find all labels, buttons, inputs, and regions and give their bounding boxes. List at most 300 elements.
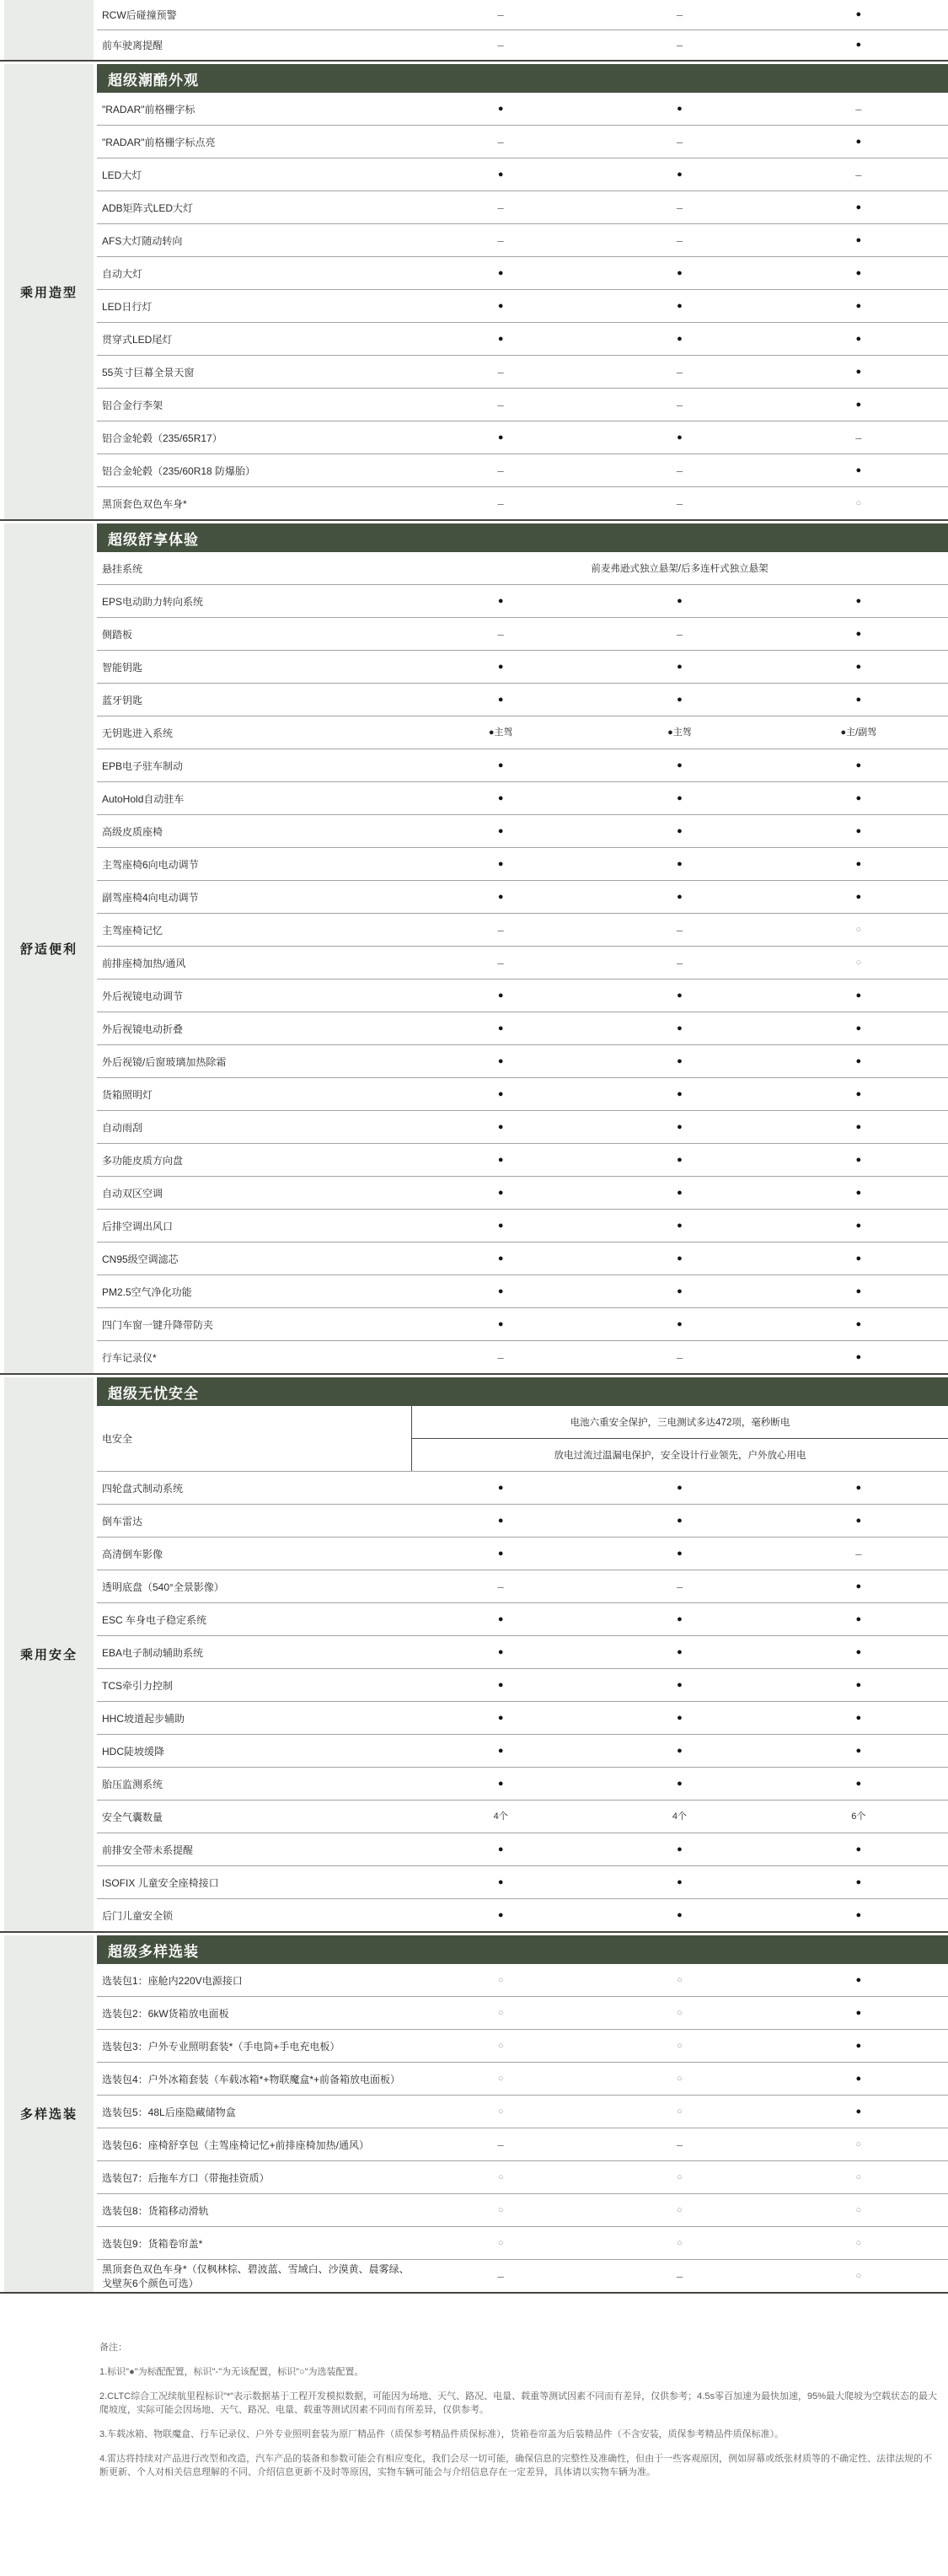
value-columns bbox=[411, 2030, 948, 2062]
value-columns bbox=[411, 979, 948, 1012]
standard-dot-icon: ● bbox=[677, 1482, 683, 1493]
standard-dot-icon: ● bbox=[855, 1646, 862, 1657]
feature-name: 行车记录仪* bbox=[102, 1351, 157, 1364]
spec-row bbox=[97, 651, 948, 684]
feature-value-cell bbox=[411, 585, 590, 617]
feature-name: "RADAR"前格栅字标点亮 bbox=[102, 136, 216, 148]
standard-dot-icon: ● bbox=[677, 1318, 683, 1329]
standard-dot-icon: ● bbox=[677, 694, 683, 705]
spec-row bbox=[97, 126, 948, 158]
not-available-dash-icon: – bbox=[676, 8, 683, 21]
spec-row bbox=[97, 356, 948, 389]
feature-name: 铝合金轮毂（235/65R17） bbox=[102, 432, 222, 444]
spec-row bbox=[97, 1341, 948, 1373]
optional-circle-icon: ○ bbox=[677, 2040, 683, 2051]
spec-row bbox=[97, 2194, 948, 2227]
standard-dot-icon: ● bbox=[855, 1778, 862, 1789]
spec-row bbox=[97, 1505, 948, 1538]
spec-row bbox=[97, 1111, 948, 1144]
feature-name: 55英寸巨幕全景天窗 bbox=[102, 366, 195, 378]
feature-value-cell bbox=[590, 1308, 769, 1340]
spec-row bbox=[97, 1702, 948, 1735]
standard-dot-icon: ● bbox=[677, 1187, 683, 1198]
feature-name: 无钥匙进入系统 bbox=[102, 727, 174, 739]
optional-circle-icon: ○ bbox=[677, 2073, 683, 2084]
footnote: 1.标识"●"为标配配置，标识"-"为无该配置，标识"○"为选装配置。 bbox=[99, 2366, 364, 2377]
split-value: 放电过流过温漏电保护，安全设计行业领先，户外放心用电 bbox=[554, 1451, 806, 1461]
feature-value-cell bbox=[769, 2096, 948, 2128]
standard-dot-icon: ● bbox=[677, 1548, 683, 1559]
standard-dot-icon: ● bbox=[677, 1121, 683, 1132]
feature-value-cell bbox=[411, 914, 590, 946]
feature-value-cell bbox=[769, 848, 948, 880]
feature-name: 主驾座椅6向电动调节 bbox=[102, 858, 199, 871]
standard-dot-icon: ● bbox=[855, 1876, 862, 1887]
category-sidebar bbox=[4, 523, 94, 1373]
spec-row bbox=[97, 1964, 948, 1997]
not-available-dash-icon: – bbox=[497, 233, 504, 247]
standard-dot-icon: ● bbox=[677, 1022, 683, 1033]
feature-value-cell bbox=[769, 651, 948, 683]
value-columns bbox=[411, 2096, 948, 2128]
standard-dot-icon: ● bbox=[497, 1220, 504, 1231]
feature-value-cell bbox=[769, 1833, 948, 1865]
feature-value-cell bbox=[769, 356, 948, 388]
feature-value-cell bbox=[769, 1144, 948, 1176]
standard-dot-icon: ● bbox=[855, 891, 862, 902]
not-available-dash-icon: – bbox=[497, 627, 504, 641]
spec-row bbox=[97, 1997, 948, 2030]
feature-name: "RADAR"前格栅字标 bbox=[102, 103, 195, 115]
standard-dot-icon: ● bbox=[677, 661, 683, 672]
standard-dot-icon: ● bbox=[677, 1613, 683, 1624]
spec-row bbox=[97, 1899, 948, 1931]
category-label: 乘用造型 bbox=[19, 285, 78, 300]
feature-value-cell bbox=[411, 1308, 590, 1340]
feature-value-cell bbox=[411, 881, 590, 913]
feature-value-cell bbox=[769, 947, 948, 979]
standard-dot-icon: ● bbox=[677, 1220, 683, 1231]
feature-name: 黑顶套色双色车身*（仅枫林棕、碧波蓝、雪域白、沙漠黄、晨雾绿、戈壁灰6个颜色可选） bbox=[102, 2263, 410, 2289]
feature-value-cell bbox=[590, 914, 769, 946]
standard-dot-icon: ● bbox=[677, 1088, 683, 1099]
standard-dot-icon: ● bbox=[677, 1679, 683, 1690]
feature-value-cell bbox=[769, 716, 948, 749]
feature-value-cell bbox=[769, 191, 948, 223]
spec-row bbox=[97, 30, 948, 60]
standard-dot-icon: ● bbox=[855, 1909, 862, 1920]
spec-row bbox=[97, 947, 948, 979]
standard-dot-icon: ● bbox=[855, 1253, 862, 1264]
feature-name: EPS电动助力转向系统 bbox=[102, 595, 204, 608]
feature-name: RCW后碰撞预警 bbox=[102, 9, 177, 21]
standard-dot-icon: ● bbox=[855, 1580, 862, 1591]
spec-row bbox=[97, 1472, 948, 1505]
not-available-dash-icon: – bbox=[676, 1580, 683, 1593]
value-columns bbox=[411, 30, 948, 60]
feature-value-cell bbox=[590, 1603, 769, 1635]
not-available-dash-icon: – bbox=[855, 431, 862, 444]
feature-name: 外后视镜/后窗玻璃加热除霜 bbox=[102, 1055, 227, 1068]
feature-name: 前排安全带未系提醒 bbox=[102, 1843, 194, 1856]
spec-row bbox=[97, 323, 948, 356]
feature-name: AFS大灯随动转向 bbox=[102, 234, 183, 247]
feature-value-cell bbox=[590, 749, 769, 781]
standard-dot-icon: ● bbox=[497, 169, 504, 180]
feature-value-cell bbox=[411, 1801, 590, 1833]
feature-value-cell bbox=[411, 93, 590, 125]
feature-name: 主驾座椅记忆 bbox=[102, 924, 163, 936]
feature-value-cell bbox=[411, 2194, 590, 2226]
feature-name: EBA电子制动辅助系统 bbox=[102, 1646, 204, 1659]
feature-name: EPB电子驻车制动 bbox=[102, 759, 184, 772]
not-available-dash-icon: – bbox=[497, 496, 504, 510]
section-rows bbox=[97, 1935, 948, 2292]
feature-value-cell bbox=[769, 585, 948, 617]
standard-dot-icon: ● bbox=[497, 333, 504, 344]
feature-value-cell bbox=[590, 2063, 769, 2095]
spec-row bbox=[97, 2096, 948, 2128]
feature-value-cell bbox=[590, 0, 769, 30]
standard-dot-icon: ● bbox=[855, 2007, 862, 2018]
value-columns bbox=[411, 1078, 948, 1110]
value-columns bbox=[411, 158, 948, 191]
value-columns bbox=[411, 1997, 948, 2029]
standard-dot-icon: ● bbox=[855, 1712, 862, 1723]
feature-value-cell bbox=[590, 1538, 769, 1570]
value-columns bbox=[411, 1964, 948, 1996]
standard-dot-icon: ● bbox=[677, 103, 683, 114]
optional-circle-icon: ○ bbox=[677, 2237, 683, 2248]
optional-circle-icon: ○ bbox=[497, 1974, 504, 1985]
feature-value-cell bbox=[411, 815, 590, 847]
not-available-dash-icon: – bbox=[676, 2269, 683, 2283]
standard-dot-icon: ● bbox=[855, 1679, 862, 1690]
value-columns bbox=[411, 126, 948, 158]
feature-value-cell bbox=[590, 487, 769, 519]
spec-row bbox=[97, 0, 948, 30]
standard-dot-icon: ● bbox=[677, 300, 683, 311]
spec-row bbox=[97, 1801, 948, 1833]
feature-name: 透明底盘（540°全景影像） bbox=[102, 1580, 224, 1593]
feature-name: 四轮盘式制动系统 bbox=[102, 1482, 184, 1495]
standard-dot-icon: ● bbox=[677, 169, 683, 180]
value-columns bbox=[411, 2260, 948, 2292]
feature-value-cell bbox=[590, 1768, 769, 1800]
feature-value-cell bbox=[590, 2260, 769, 2292]
not-available-dash-icon: – bbox=[497, 2138, 504, 2151]
standard-dot-icon: ● bbox=[855, 40, 862, 50]
spec-row bbox=[97, 1603, 948, 1636]
feature-value-cell bbox=[769, 126, 948, 158]
feature-value-cell bbox=[411, 2030, 590, 2062]
standard-dot-icon: ● bbox=[855, 1351, 862, 1362]
section-rows bbox=[97, 64, 948, 519]
feature-value-cell bbox=[590, 1111, 769, 1143]
footnotes bbox=[99, 2342, 938, 2480]
feature-name: 黑顶套色双色车身* bbox=[102, 497, 187, 510]
feature-value-cell bbox=[411, 2128, 590, 2160]
spec-row bbox=[97, 454, 948, 487]
feature-value-cell bbox=[769, 1045, 948, 1077]
value-columns bbox=[411, 1472, 948, 1504]
value-columns bbox=[411, 1866, 948, 1898]
standard-dot-icon: ● bbox=[855, 136, 862, 147]
feature-value-cell bbox=[590, 1570, 769, 1602]
section-body bbox=[0, 64, 948, 519]
feature-value-cell bbox=[411, 389, 590, 421]
feature-value-cell bbox=[769, 1866, 948, 1898]
section-rows bbox=[97, 0, 948, 60]
standard-dot-icon: ● bbox=[497, 267, 504, 278]
value-columns bbox=[411, 1111, 948, 1143]
standard-dot-icon: ● bbox=[497, 891, 504, 902]
feature-value-cell bbox=[590, 257, 769, 289]
spec-row bbox=[97, 1144, 948, 1177]
category-sidebar bbox=[4, 0, 94, 60]
value-columns bbox=[411, 1570, 948, 1602]
feature-name: 选装包2：6kW货箱放电面板 bbox=[102, 2007, 229, 2020]
optional-circle-icon: ○ bbox=[855, 497, 862, 508]
spec-row bbox=[97, 1275, 948, 1308]
value-columns bbox=[411, 2128, 948, 2160]
feature-name: 选装包1：座舱内220V电源接口 bbox=[102, 1974, 243, 1987]
feature-name: 后门儿童安全锁 bbox=[102, 1909, 174, 1922]
feature-value-cell bbox=[411, 1505, 590, 1537]
optional-circle-icon: ○ bbox=[497, 2040, 504, 2051]
spec-row bbox=[97, 487, 948, 519]
feature-value-cell bbox=[590, 1735, 769, 1767]
standard-dot-icon: ● bbox=[497, 1613, 504, 1624]
standard-dot-icon: ● bbox=[855, 1055, 862, 1066]
split-value: 电池六重安全保护，三电测试多达472项，毫秒断电 bbox=[412, 1406, 948, 1439]
optional-circle-icon: ○ bbox=[677, 2106, 683, 2117]
value-columns bbox=[411, 257, 948, 289]
spec-row bbox=[97, 1538, 948, 1570]
merged-value: 前麦弗逊式独立悬架/后多连杆式独立悬架 bbox=[591, 564, 769, 574]
feature-value-cell bbox=[590, 1997, 769, 2029]
standard-dot-icon: ● bbox=[497, 1154, 504, 1165]
standard-dot-icon: ● bbox=[677, 1154, 683, 1165]
feature-value-cell bbox=[411, 1538, 590, 1570]
standard-dot-icon: ● bbox=[497, 1285, 504, 1296]
spec-row bbox=[97, 224, 948, 257]
feature-value-cell bbox=[590, 1144, 769, 1176]
value-columns bbox=[411, 421, 948, 453]
value-columns bbox=[411, 848, 948, 880]
value-columns bbox=[411, 914, 948, 946]
value-columns bbox=[411, 1833, 948, 1865]
feature-name: 选装包9：货箱卷帘盖* bbox=[102, 2237, 203, 2250]
spec-row bbox=[97, 585, 948, 618]
feature-value-cell bbox=[769, 749, 948, 781]
spec-row bbox=[97, 2227, 948, 2260]
standard-dot-icon: ● bbox=[855, 661, 862, 672]
feature-value-cell bbox=[769, 389, 948, 421]
section-header: 超级无忧安全 bbox=[97, 1377, 948, 1406]
feature-value-cell bbox=[411, 1603, 590, 1635]
spec-row bbox=[97, 290, 948, 323]
feature-value-cell bbox=[769, 684, 948, 716]
feature-name: 前排座椅加热/通风 bbox=[102, 957, 186, 969]
feature-value-cell bbox=[411, 1735, 590, 1767]
standard-dot-icon: ● bbox=[855, 267, 862, 278]
feature-value-cell bbox=[411, 2227, 590, 2259]
not-available-dash-icon: – bbox=[497, 464, 504, 477]
feature-value-cell bbox=[769, 2194, 948, 2226]
not-available-dash-icon: – bbox=[676, 923, 683, 936]
feature-value-cell bbox=[411, 2161, 590, 2193]
standard-dot-icon: ● bbox=[855, 792, 862, 803]
value-columns bbox=[411, 782, 948, 814]
feature-value-cell bbox=[769, 93, 948, 125]
spec-row bbox=[97, 2161, 948, 2194]
feature-name: AutoHold自动驻车 bbox=[102, 792, 185, 805]
value-columns bbox=[411, 1242, 948, 1275]
feature-value-cell bbox=[590, 1964, 769, 1996]
feature-name: 副驾座椅4向电动调节 bbox=[102, 891, 199, 904]
not-available-dash-icon: – bbox=[497, 201, 504, 214]
standard-dot-icon: ● bbox=[855, 2106, 862, 2117]
standard-dot-icon: ● bbox=[855, 399, 862, 410]
feature-name: CN95级空调滤芯 bbox=[102, 1253, 179, 1265]
feature-value-cell bbox=[411, 1570, 590, 1602]
value-columns bbox=[411, 815, 948, 847]
value-columns bbox=[411, 1702, 948, 1734]
standard-dot-icon: ● bbox=[855, 595, 862, 606]
feature-value-cell bbox=[769, 1242, 948, 1275]
feature-name: 胎压监测系统 bbox=[102, 1778, 163, 1790]
feature-value-cell bbox=[590, 389, 769, 421]
value-text: 4个 bbox=[493, 1811, 508, 1822]
feature-value-cell bbox=[590, 1702, 769, 1734]
not-available-dash-icon: – bbox=[855, 102, 862, 115]
feature-value-cell bbox=[590, 2128, 769, 2160]
standard-dot-icon: ● bbox=[497, 1187, 504, 1198]
spec-row bbox=[97, 191, 948, 224]
feature-name: TCS牵引力控制 bbox=[102, 1679, 174, 1692]
feature-name: HHC坡道起步辅助 bbox=[102, 1712, 185, 1725]
feature-value-cell bbox=[411, 1177, 590, 1209]
feature-value-cell bbox=[411, 1242, 590, 1275]
feature-value-cell bbox=[411, 158, 590, 191]
standard-dot-icon: ● bbox=[855, 1285, 862, 1296]
optional-circle-icon: ○ bbox=[677, 2171, 683, 2182]
feature-name: 选装包6：座椅舒享包（主驾座椅记忆+前排座椅加热/通风） bbox=[102, 2139, 370, 2151]
feature-value-cell bbox=[411, 947, 590, 979]
feature-value-cell bbox=[590, 1472, 769, 1504]
not-available-dash-icon: – bbox=[676, 496, 683, 510]
section-separator bbox=[0, 519, 948, 521]
feature-value-cell bbox=[411, 257, 590, 289]
standard-dot-icon: ● bbox=[855, 366, 862, 377]
feature-value-cell bbox=[769, 914, 948, 946]
feature-value-cell bbox=[411, 1111, 590, 1143]
value-columns bbox=[411, 191, 948, 223]
section-separator bbox=[0, 2292, 948, 2294]
not-available-dash-icon: – bbox=[497, 8, 504, 21]
optional-circle-icon: ○ bbox=[677, 1974, 683, 1985]
feature-value-cell bbox=[590, 454, 769, 486]
section-separator bbox=[0, 60, 948, 62]
not-available-dash-icon: – bbox=[855, 168, 862, 181]
optional-circle-icon: ○ bbox=[855, 924, 862, 935]
standard-dot-icon: ● bbox=[855, 234, 862, 245]
feature-value-cell bbox=[590, 585, 769, 617]
feature-name: ISOFIX 儿童安全座椅接口 bbox=[102, 1876, 219, 1889]
standard-dot-icon: ● bbox=[855, 990, 862, 1001]
standard-dot-icon: ● bbox=[677, 858, 683, 869]
spec-row bbox=[97, 1833, 948, 1866]
standard-dot-icon: ● bbox=[855, 1154, 862, 1165]
feature-name: 选装包5：48L后座隐藏储物盒 bbox=[102, 2106, 236, 2118]
feature-value-cell bbox=[411, 1144, 590, 1176]
feature-value-cell bbox=[590, 1210, 769, 1242]
spec-row bbox=[97, 2063, 948, 2096]
value-columns bbox=[411, 2161, 948, 2193]
spec-row bbox=[97, 749, 948, 782]
feature-value-cell bbox=[411, 421, 590, 453]
feature-value-cell bbox=[590, 848, 769, 880]
standard-dot-icon: ● bbox=[497, 1712, 504, 1723]
standard-dot-with-text: ●主驾 bbox=[488, 727, 513, 738]
value-columns bbox=[411, 716, 948, 749]
feature-value-cell bbox=[769, 1603, 948, 1635]
feature-value-cell bbox=[590, 1275, 769, 1307]
spec-row bbox=[97, 815, 948, 848]
standard-dot-icon: ● bbox=[855, 1121, 862, 1132]
standard-dot-icon: ● bbox=[497, 300, 504, 311]
feature-value-cell bbox=[411, 224, 590, 256]
not-available-dash-icon: – bbox=[497, 365, 504, 378]
feature-value-cell bbox=[769, 1899, 948, 1931]
value-columns bbox=[411, 2194, 948, 2226]
spec-row bbox=[97, 2260, 948, 2292]
feature-value-cell bbox=[590, 2096, 769, 2128]
feature-value-cell bbox=[769, 618, 948, 650]
value-columns bbox=[411, 1505, 948, 1537]
feature-name: ADB矩阵式LED大灯 bbox=[102, 201, 194, 214]
feature-value-cell bbox=[769, 1997, 948, 2029]
optional-circle-icon: ○ bbox=[497, 2106, 504, 2117]
feature-value-cell bbox=[411, 1472, 590, 1504]
feature-value-cell bbox=[411, 2260, 590, 2292]
feature-value-cell bbox=[590, 618, 769, 650]
feature-value-cell bbox=[590, 158, 769, 191]
standard-dot-icon: ● bbox=[677, 1876, 683, 1887]
feature-name: LED大灯 bbox=[102, 169, 142, 181]
feature-value-cell bbox=[590, 1833, 769, 1865]
feature-name: 后排空调出风口 bbox=[102, 1220, 174, 1232]
feature-value-cell bbox=[411, 1636, 590, 1668]
feature-value-cell bbox=[590, 1341, 769, 1373]
optional-circle-icon: ○ bbox=[855, 2204, 862, 2215]
section-body bbox=[0, 1935, 948, 2292]
feature-value-cell bbox=[769, 257, 948, 289]
value-columns bbox=[411, 684, 948, 716]
standard-dot-icon: ● bbox=[497, 1022, 504, 1033]
feature-value-cell bbox=[769, 1308, 948, 1340]
feature-value-cell bbox=[411, 782, 590, 814]
feature-value-cell bbox=[590, 2194, 769, 2226]
feature-value-cell bbox=[590, 651, 769, 683]
optional-circle-icon: ○ bbox=[677, 2007, 683, 2018]
feature-name: 铝合金轮毂（235/60R18 防爆胎） bbox=[102, 464, 256, 477]
feature-value-cell bbox=[590, 1177, 769, 1209]
feature-value-cell bbox=[769, 2030, 948, 2062]
standard-dot-icon: ● bbox=[497, 1121, 504, 1132]
feature-value-cell bbox=[590, 1866, 769, 1898]
